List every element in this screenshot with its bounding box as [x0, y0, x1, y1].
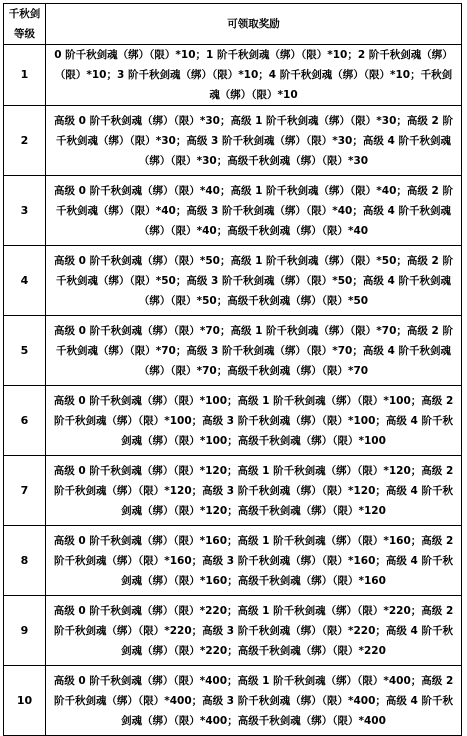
table-header-row — [4, 4, 462, 45]
row-reward: 高级 0 阶千秋剑魂（绑）（限）*100；高级 1 阶千秋剑魂（绑）（限）*100；高级 2 阶千秋剑魂（绑）（限）*100；高级 3 阶千秋剑魂（绑）（限）*100；高级 4 阶千秋剑魂（绑）（限）*100；高级千秋剑魂（绑）（限）*100 — [46, 386, 462, 456]
row-level: 9 — [4, 596, 46, 666]
table-row — [4, 456, 462, 526]
row-reward: 高级 0 阶千秋剑魂（绑）（限）*50；高级 1 阶千秋剑魂（绑）（限）*50；高级 2 阶千秋剑魂（绑）（限）*50；高级 3 阶千秋剑魂（绑）（限）*50；高级 4 阶千秋剑魂（绑）（限）*50；高级千秋剑魂（绑）（限）*50 — [46, 246, 462, 316]
row-level: 4 — [4, 246, 46, 316]
table-row — [4, 666, 462, 736]
table-row — [4, 526, 462, 596]
row-reward: 高级 0 阶千秋剑魂（绑）（限）*70；高级 1 阶千秋剑魂（绑）（限）*70；高级 2 阶千秋剑魂（绑）（限）*70；高级 3 阶千秋剑魂（绑）（限）*70；高级 4 阶千秋剑魂（绑）（限）*70；高级千秋剑魂（绑）（限）*70 — [46, 316, 462, 386]
row-reward: 高级 0 阶千秋剑魂（绑）（限）*30；高级 1 阶千秋剑魂（绑）（限）*30；高级 2 阶千秋剑魂（绑）（限）*30；高级 3 阶千秋剑魂（绑）（限）*30；高级 4 阶千秋剑魂（绑）（限）*30；高级千秋剑魂（绑）（限）*30 — [46, 106, 462, 176]
table-row — [4, 176, 462, 246]
row-reward: 高级 0 阶千秋剑魂（绑）（限）*220；高级 1 阶千秋剑魂（绑）（限）*220；高级 2 阶千秋剑魂（绑）（限）*220；高级 3 阶千秋剑魂（绑）（限）*220；高级 4 阶千秋剑魂（绑）（限）*220；高级千秋剑魂（绑）（限）*220 — [46, 596, 462, 666]
row-level: 6 — [4, 386, 46, 456]
table-row — [4, 316, 462, 386]
row-reward: 高级 0 阶千秋剑魂（绑）（限）*160；高级 1 阶千秋剑魂（绑）（限）*160；高级 2 阶千秋剑魂（绑）（限）*160；高级 3 阶千秋剑魂（绑）（限）*160；高级 4 阶千秋剑魂（绑）（限）*160；高级千秋剑魂（绑）（限）*160 — [46, 526, 462, 596]
header-level-line2: 等级 — [14, 28, 35, 40]
row-level: 1 — [4, 45, 46, 106]
table-row — [4, 596, 462, 666]
table-row — [4, 45, 462, 106]
table-row — [4, 246, 462, 316]
row-reward: 高级 0 阶千秋剑魂（绑）（限）*40；高级 1 阶千秋剑魂（绑）（限）*40；高级 2 阶千秋剑魂（绑）（限）*40；高级 3 阶千秋剑魂（绑）（限）*40；高级 4 阶千秋剑魂（绑）（限）*40；高级千秋剑魂（绑）（限）*40 — [46, 176, 462, 246]
header-level — [4, 4, 46, 45]
row-level: 5 — [4, 316, 46, 386]
header-level-line1: 千秋剑 — [8, 8, 41, 20]
row-level: 8 — [4, 526, 46, 596]
table-row — [4, 106, 462, 176]
row-reward: 高级 0 阶千秋剑魂（绑）（限）*120；高级 1 阶千秋剑魂（绑）（限）*120；高级 2 阶千秋剑魂（绑）（限）*120；高级 3 阶千秋剑魂（绑）（限）*120；高级 4 阶千秋剑魂（绑）（限）*120；高级千秋剑魂（绑）（限）*120 — [46, 456, 462, 526]
row-level: 7 — [4, 456, 46, 526]
reward-table — [3, 3, 462, 736]
row-reward: 高级 0 阶千秋剑魂（绑）（限）*400；高级 1 阶千秋剑魂（绑）（限）*400；高级 2 阶千秋剑魂（绑）（限）*400；高级 3 阶千秋剑魂（绑）（限）*400；高级 4 阶千秋剑魂（绑）（限）*400；高级千秋剑魂（绑）（限）*400 — [46, 666, 462, 736]
row-level: 3 — [4, 176, 46, 246]
row-level: 10 — [4, 666, 46, 736]
header-reward: 可领取奖励 — [46, 4, 462, 45]
table-row — [4, 386, 462, 456]
row-level: 2 — [4, 106, 46, 176]
row-reward: 0 阶千秋剑魂（绑）（限）*10；1 阶千秋剑魂（绑）（限）*10；2 阶千秋剑魂（绑）（限）*10；3 阶千秋剑魂（绑）（限）*10；4 阶千秋剑魂（绑）（限）*10；千秋剑魂（绑）（限）*10 — [46, 45, 462, 106]
